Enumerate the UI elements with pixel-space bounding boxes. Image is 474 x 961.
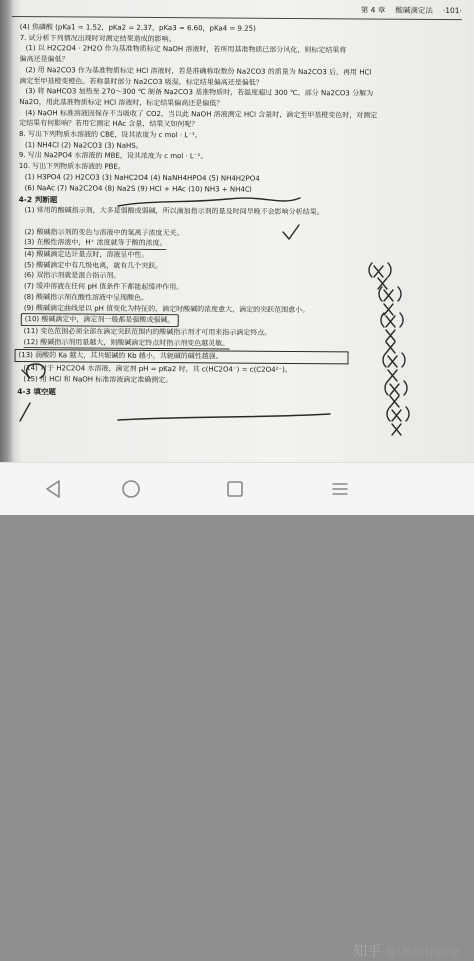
judge-item: (9) 酸碱滴定曲线是以 pH 值变化为特征的，滴定时酸碱的浓度愈大，滴定的突跃范围愈小。 xyxy=(23,303,310,314)
page-photo xyxy=(0,0,474,462)
section-heading-fill: 4-3 填空题 xyxy=(17,386,56,396)
judge-item: (2) 酸碱指示剂的变色与溶液中的氢离子浓度无关。 xyxy=(24,227,184,237)
section-heading-judge: 4-2 判断题 xyxy=(18,195,58,205)
judge-item: (5) 酸碱滴定中有几级电离，就有几个突跃。 xyxy=(24,260,163,270)
judge-item: (8) 酸碱指示剂在酸性溶液中呈现酸色。 xyxy=(23,292,149,302)
recent-square-icon[interactable] xyxy=(222,476,248,502)
text-line: (6) NaAc (7) Na2C2O4 (8) Na2S (9) HCl + HAc (10) NH3 + NH4Cl xyxy=(24,183,252,194)
circled-text: (10) 酸碱滴定中，滴定剂一般都是强酸或强碱。 xyxy=(21,313,179,327)
boxed-judge-item: (13) 弱酸的 Ka 越大，其共轭碱的 Kb 越小，共轭碱的碱性越强。 xyxy=(14,349,348,364)
text-line: (3) 将 NaHCO3 加热至 270～300 ℃ 制备 Na2CO3 基准物质时，若温度超过 300 ℃，部分 Na2CO3 分解为 xyxy=(25,87,374,98)
underlined-text: (3) 在酸性溶液中，H⁺ 浓度就等于酸的浓度。 xyxy=(24,237,166,250)
judge-item: (14) 对于 H2C2O4 水溶液，滴定剂 pH = pKa2 时，其 c(HC2O4⁻) = c(C2O4²⁻)。 xyxy=(23,364,292,375)
text-line: (1) NH4Cl (2) Na2CO3 (3) NaHS。 xyxy=(24,140,143,150)
page-number: ·101· xyxy=(442,6,462,16)
text-line: 定结果有何影响？若用它测定 HAc 含量，结果又如何呢？ xyxy=(19,119,199,129)
question-heading: 9. 写出 Na2PO4 水溶液的 MBE，设其浓度为 c mol · L⁻¹。 xyxy=(18,151,208,161)
judge-item: (1) 常用的酸碱指示剂，大多是弱酸或弱碱，所以滴加指示剂的量及时间早晚不会影响分析结果。 xyxy=(24,206,324,217)
textbook-page xyxy=(9,0,474,462)
chapter-title: 酸碱滴定法 xyxy=(395,5,433,15)
judge-item: (4) 酸碱滴定达计量点时，溶液呈中性。 xyxy=(24,250,149,260)
watermark-brand: 知乎 xyxy=(353,944,382,960)
question-heading: 10. 写出下列物质水溶液的 PBE。 xyxy=(18,162,125,171)
question-heading: 8. 写出下列物质水溶液的 CBE，设其浓度为 c mol · L⁻¹。 xyxy=(19,130,202,140)
text-line: (4) NaOH 标准溶液因保存不当吸收了 CO2，当以此 NaOH 溶液测定 HCl 含量时，滴定至甲基橙变色时，对测定 xyxy=(25,108,378,120)
judge-item: (6) 双指示剂就是混合指示剂。 xyxy=(24,271,121,281)
back-triangle-icon[interactable] xyxy=(40,476,66,502)
android-nav-bar xyxy=(0,462,474,960)
text-line: (2) 用 Na2CO3 作为基准物质标定 HCl 溶液时，若是准确称取数份 Na2CO3 的质量为 Na2CO3 后，再用 HCl xyxy=(25,65,372,77)
judge-item: (15) 用 HCl 和 NaOH 标准溶液滴定准确测定。 xyxy=(23,374,173,384)
judge-item: (11) 变色范围必须全部在滴定突跃范围内的酸碱指示剂才可用来指示滴定终点。 xyxy=(23,327,272,337)
page-header xyxy=(12,2,462,20)
page-body xyxy=(17,22,460,400)
text-line: 滴定至甲基橙变橙色。若称量时部分 Na2CO3 吸湿，标定结果偏高还是偏低？ xyxy=(19,76,263,87)
text-line: Na2O，用此基准物质标定 HCl 溶液时，标定结果偏高还是偏低？ xyxy=(19,97,224,108)
text-line: (4) 焦磷酸 (pKa1 = 1.52，pKa2 = 2.37，pKa3 = 6.60，pKa4 = 9.25) xyxy=(19,23,256,33)
question-heading: 7. 试分析下列情况出现时对测定结果造成的影响。 xyxy=(19,33,176,43)
text-line: (1) 以 H2C2O4 · 2H2O 作为基准物质标定 NaOH 溶液时，若所用基准物质已部分风化，则标定结果将 xyxy=(25,44,347,55)
home-circle-icon[interactable] xyxy=(118,476,144,502)
underlined-text: (12) 酸碱指示剂用量越大，则酸碱滴定终点时指示剂变色越灵敏。 xyxy=(24,337,230,350)
chapter-number: 第 4 章 xyxy=(360,5,386,15)
text-line: 偏高还是偏低？ xyxy=(19,55,69,64)
text-line: (1) H3PO4 (2) H2CO3 (3) NaHC2O4 (4) NaNH4HPO4 (5) NH4H2PO4 xyxy=(24,172,260,183)
watermark-user: @UserName xyxy=(385,945,460,959)
menu-lines-icon[interactable] xyxy=(327,476,353,502)
judge-item: (7) 缓冲溶液在任何 pH 值条件下都能起缓冲作用。 xyxy=(23,282,184,292)
watermark xyxy=(353,941,460,961)
